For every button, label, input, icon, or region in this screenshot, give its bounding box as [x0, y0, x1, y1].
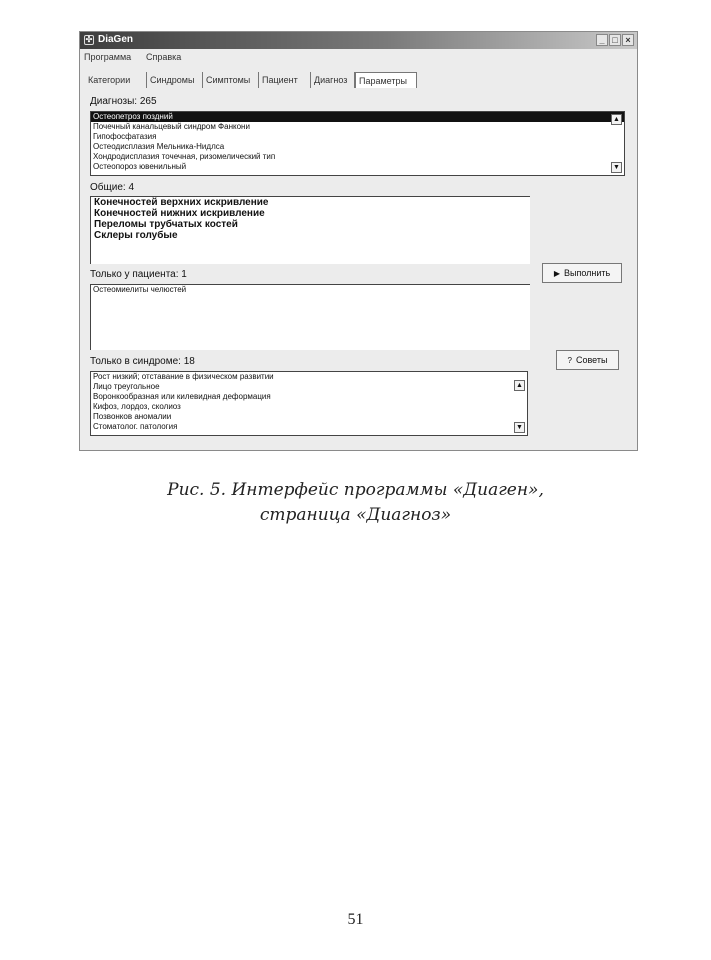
menu-bar [80, 50, 637, 64]
scroll-down-icon[interactable]: ▼ [611, 162, 622, 173]
tab-symptoms[interactable]: Симптомы [203, 72, 259, 88]
figure-caption-line-1: Рис. 5. Интерфейс программы «Диаген», [167, 480, 544, 500]
patient-only-listbox[interactable] [90, 284, 530, 350]
list-item[interactable]: Гипофосфатазия [93, 132, 157, 141]
minimize-button[interactable]: _ [596, 34, 608, 46]
list-item[interactable]: Конечностей верхних искривление [94, 197, 269, 208]
syndrome-only-listbox[interactable] [90, 371, 528, 436]
window-controls [596, 34, 634, 46]
tab-parameters[interactable]: Параметры [355, 72, 417, 88]
list-item[interactable]: Воронкообразная или килевидная деформация [93, 392, 271, 401]
execute-button[interactable]: ▶ Выполнить [542, 263, 622, 283]
list-item[interactable]: Остеопороз ювенильный [93, 162, 187, 171]
maximize-button[interactable]: □ [609, 34, 621, 46]
play-icon: ▶ [553, 269, 560, 278]
list-item[interactable]: Переломы трубчатых костей [94, 219, 238, 230]
menu-program[interactable]: Программа [84, 52, 132, 62]
list-item[interactable]: Лицо треугольное [93, 382, 160, 391]
list-item[interactable]: Кифоз, лордоз, сколиоз [93, 402, 181, 411]
scroll-up-icon[interactable]: ▲ [514, 380, 525, 391]
patient-only-count-label: Только у пациента: 1 [90, 269, 187, 280]
list-item[interactable]: Остеомиелиты челюстей [93, 285, 187, 294]
list-item[interactable]: Конечностей нижних искривление [94, 208, 265, 219]
common-listbox[interactable] [90, 196, 530, 264]
diagnoses-count-label: Диагнозы: 265 [90, 96, 157, 107]
page-number: 51 [347, 911, 364, 928]
scroll-down-icon[interactable]: ▼ [514, 422, 525, 433]
list-item[interactable]: Стоматолог. патология [93, 422, 178, 431]
menu-help[interactable]: Справка [146, 52, 182, 62]
scroll-up-icon[interactable]: ▲ [611, 114, 622, 125]
close-button[interactable]: × [622, 34, 634, 46]
list-item[interactable]: Почечный канальцевый синдром Фанкони [93, 122, 250, 131]
tab-syndromes[interactable]: Синдромы [147, 72, 203, 88]
app-window [79, 31, 638, 451]
list-item[interactable]: Позвонков аномалии [93, 412, 172, 421]
app-icon: ✣ [85, 35, 93, 44]
syndrome-only-count-label: Только в синдроме: 18 [90, 356, 195, 367]
list-item[interactable]: Склеры голубые [94, 230, 178, 241]
tab-bar [85, 72, 632, 90]
common-count-label: Общие: 4 [90, 182, 134, 193]
figure-caption-line-2: страница «Диагноз» [259, 505, 452, 525]
tab-categories[interactable]: Категории [85, 72, 147, 88]
title-bar [80, 32, 637, 49]
tab-patient[interactable]: Пациент [259, 72, 311, 88]
tab-diagnosis[interactable]: Диагноз [311, 72, 355, 88]
list-item[interactable]: Остеопетроз поздний [91, 112, 624, 122]
diagnoses-listbox[interactable] [90, 111, 625, 176]
question-icon: ? [567, 356, 572, 365]
list-item[interactable]: Остеодисплазия Мельника-Нидлса [93, 142, 225, 151]
window-title: DiaGen [98, 34, 134, 45]
list-item[interactable]: Хондродисплазия точечная, ризомелический тип [93, 152, 276, 161]
list-item[interactable]: Рост низкий; отставание в физическом развитии [93, 372, 274, 381]
advice-button[interactable]: ? Советы [556, 350, 619, 370]
